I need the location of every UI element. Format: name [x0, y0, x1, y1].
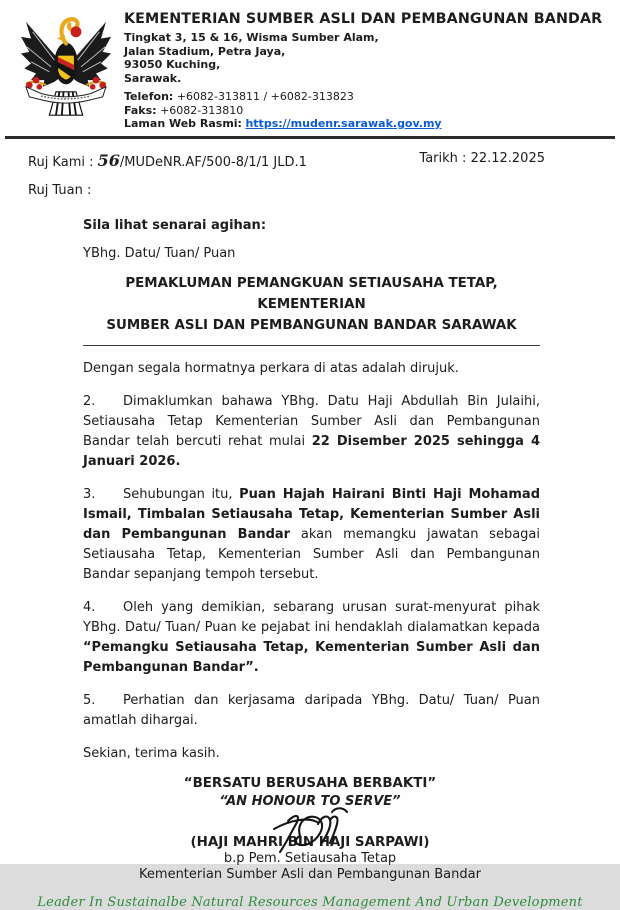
paragraph-3-text-1: Sehubungan itu, [123, 486, 240, 502]
motto-malay: “BERSATU BERUSAHA BERBAKTI” [183, 775, 437, 791]
signer-name: (HAJI MAHRI BIN HAJI SARPAWI) [190, 834, 430, 850]
paragraph-2-text: Dimaklumkan bahawa YBhg. Datu Haji Abdullah Bin Julaihi, Setiausaha Tetap Kementerian Sumber Asli dan Pembangunan Bandar telah bercuti rehat mulai [83, 393, 540, 449]
paragraph-3-text-2: akan memangku jawatan sebagai Setiausaha Tetap, Kementerian Sumber Asli dan Pembangunan Bandar sepanjang tempoh tersebut. [83, 526, 540, 582]
our-ref-label: Ruj Kami : [28, 154, 94, 170]
salutation: YBhg. Datu/ Tuan/ Puan [83, 245, 236, 261]
subject-title [83, 273, 540, 346]
website-line [124, 117, 602, 131]
address-line-2: Jalan Stadium, Petra Jaya, [124, 44, 286, 58]
letterhead-text [124, 8, 602, 131]
address-line-4: Sarawak. [124, 71, 182, 85]
paragraph-3-bold-name: Puan Hajah Hairani Binti Haji Mohamad Ismail, Timbalan Setiausaha Tetap, Kementerian Sumber Asli dan Pembangunan Bandar [83, 486, 541, 542]
paragraph-4-number: 4. [83, 599, 96, 615]
sarawak-crest-icon [16, 8, 116, 124]
letter-date [419, 151, 545, 170]
letter-body [0, 218, 620, 764]
paragraph-4-bold-title: “Pemangku Setiausaha Tetap, Kementerian Sumber Asli dan Pembangunan Bandar”. [83, 639, 540, 675]
ministry-name: KEMENTERIAN SUMBER ASLI DAN PEMBANGUNAN BANDAR [124, 11, 603, 27]
subject-line-2: SUMBER ASLI DAN PEMBANGUNAN BANDAR SARAWAK [106, 317, 517, 333]
phone-line [124, 90, 602, 104]
distribution-note: Sila lihat senarai agihan: [83, 217, 267, 233]
fax-line [124, 104, 602, 118]
paragraph-2 [83, 392, 540, 472]
contact-block [124, 90, 602, 131]
paragraph-4-text: Oleh yang demikian, sebarang urusan surat-menyurat pihak YBhg. Datu/ Tuan/ Puan ke pejabat ini hendaklah dialamatkan kepada [83, 599, 540, 635]
subject-line-1: PEMAKLUMAN PEMANGKUAN SETIAUSAHA TETAP, KEMENTERIAN [125, 275, 498, 312]
fax-label: Faks: [124, 103, 157, 117]
reference-row [0, 139, 620, 170]
phone-label: Telefon: [124, 90, 174, 103]
signature-scribble-icon [0, 805, 620, 849]
your-reference-label: Ruj Tuan : [28, 182, 92, 198]
date-value: 22.12.2025 [470, 150, 545, 166]
paragraph-3-number: 3. [83, 486, 96, 502]
signer-on-behalf: b.p Pem. Setiausaha Tetap [223, 850, 397, 866]
signoff-block [0, 776, 620, 882]
signer-organisation: Kementerian Sumber Asli dan Pembangunan Bandar [139, 866, 481, 882]
address-line-1: Tingkat 3, 15 & 16, Wisma Sumber Alam, [124, 31, 379, 44]
our-ref-handwritten-number: 56 [97, 150, 120, 170]
address-line-3: 93050 Kuching, [124, 58, 221, 71]
our-reference [28, 151, 307, 170]
paragraph-5 [83, 691, 540, 731]
paragraph-intro: Dengan segala hormatnya perkara di atas adalah dirujuk. [83, 360, 459, 376]
paragraph-2-bold-dates: 22 Disember 2025 sehingga 4 Januari 2026. [83, 433, 540, 469]
letterhead [0, 0, 620, 131]
our-ref-code: /MUDeNR.AF/500-8/1/1 JLD.1 [119, 154, 307, 170]
motto-english: “AN HONOUR TO SERVE” [219, 793, 401, 809]
website-link[interactable]: https://mudenr.sarawak.gov.my [245, 117, 442, 130]
ministry-tagline: Leader In Sustainalbe Natural Resources Management And Urban Development [37, 894, 583, 910]
closing-line: Sekian, terima kasih. [83, 745, 220, 761]
paragraph-5-text: Perhatian dan kerjasama daripada YBhg. Datu/ Tuan/ Puan amatlah dihargai. [83, 692, 540, 728]
website-label: Laman Web Rasmi: [124, 117, 242, 130]
fax-value: +6082-313810 [160, 103, 244, 117]
paragraph-3 [83, 485, 540, 585]
phone-value: +6082-313811 / +6082-313823 [176, 90, 354, 103]
paragraph-5-number: 5. [83, 692, 96, 708]
paragraph-2-number: 2. [83, 393, 96, 409]
date-label: Tarikh : [419, 150, 467, 166]
paragraph-4 [83, 598, 540, 678]
